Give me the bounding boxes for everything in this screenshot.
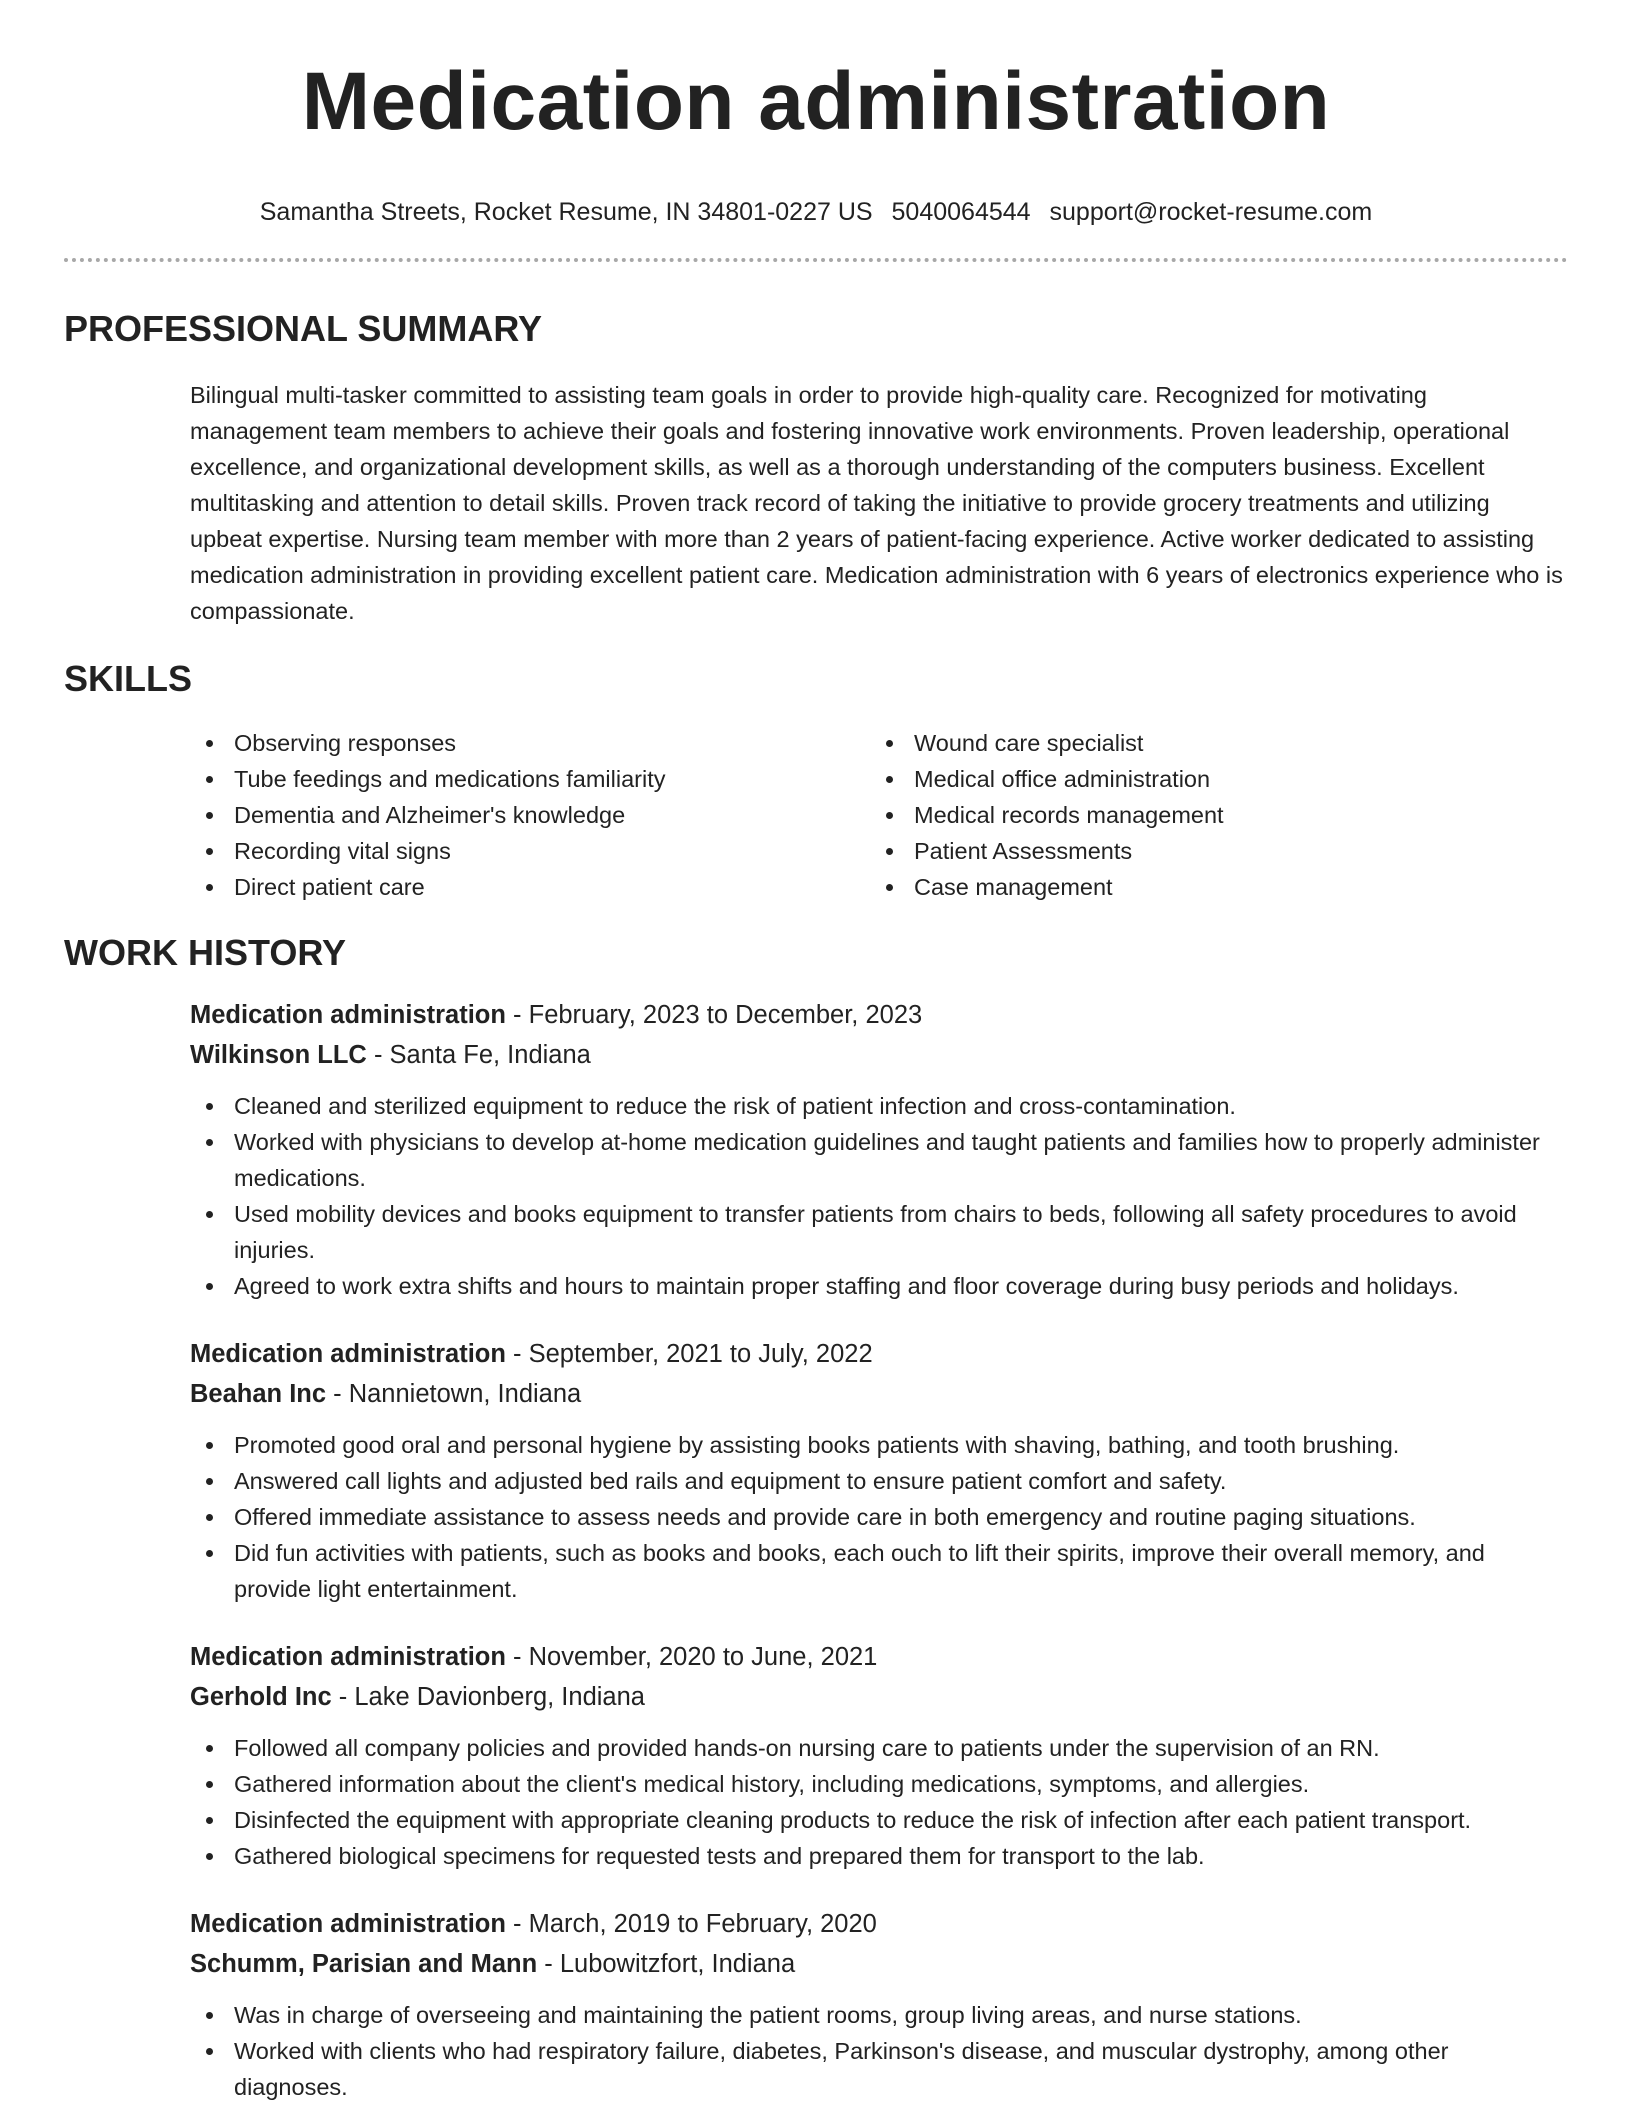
- job-location: - Nannietown, Indiana: [326, 1380, 582, 1408]
- contact-line: [64, 196, 1568, 228]
- job-company: Wilkinson LLC: [190, 1041, 367, 1069]
- work-history-section: [64, 931, 1568, 2105]
- contact-phone: 5040064544: [891, 198, 1031, 226]
- skill-item: Wound care specialist: [870, 725, 1224, 761]
- job-title: Medication administration: [190, 1910, 506, 1938]
- job-bullet: Gathered biological specimens for requested tests and prepared them for transport to the lab.: [190, 1838, 1568, 1874]
- skills-column-left: [190, 725, 870, 905]
- job-bullet: Worked with physicians to develop at-home medication guidelines and taught patients and families how to properly administer medications.: [190, 1124, 1568, 1196]
- job-company: Gerhold Inc: [190, 1683, 332, 1711]
- job-dates: - February, 2023 to December, 2023: [505, 1001, 923, 1029]
- job-bullet: Offered immediate assistance to assess needs and provide care in both emergency and routine paging situations.: [190, 1499, 1568, 1535]
- skill-item: Medical records management: [870, 797, 1224, 833]
- job-location: - Santa Fe, Indiana: [366, 1041, 591, 1069]
- job-title-line: [190, 1637, 1568, 1677]
- section-title-summary: PROFESSIONAL SUMMARY: [64, 308, 543, 349]
- section-title-skills: SKILLS: [64, 658, 193, 699]
- job-bullet: Gathered information about the client's medical history, including medications, symptoms, and allergies.: [190, 1766, 1568, 1802]
- job-title-line: [190, 1334, 1568, 1374]
- contact-address: Samantha Streets, Rocket Resume, IN 34801-0227 US: [259, 198, 873, 226]
- job-entry: [190, 1904, 1568, 2105]
- job-bullet: Agreed to work extra shifts and hours to maintain proper staffing and floor coverage during busy periods and holidays.: [190, 1268, 1568, 1304]
- job-bullets: [190, 1088, 1568, 1304]
- job-dates: - September, 2021 to July, 2022: [505, 1340, 873, 1368]
- summary-text: Bilingual multi-tasker committed to assisting team goals in order to provide high-quality care. Recognized for motivating management team members to achieve their goals and fostering innovative work environments. Proven leadership, operational excellence, and organizational development skills, as well as a thorough understanding of the computers business. Excellent multitasking and attention to detail skills. Proven track record of taking the initiative to provide grocery treatments and utilizing upbeat expertise. Nursing team member with more than 2 years of patient-facing experience. Active worker dedicated to assisting medication administration in providing excellent patient care. Medication administration with 6 years of electronics experience who is compassionate.: [190, 382, 1563, 624]
- job-bullet: Worked with clients who had respiratory failure, diabetes, Parkinson's disease, and muscular dystrophy, among other diagnoses.: [190, 2033, 1568, 2105]
- skill-item: Tube feedings and medications familiarity: [190, 761, 870, 797]
- job-bullet: Disinfected the equipment with appropriate cleaning products to reduce the risk of infection after each patient transport.: [190, 1802, 1568, 1838]
- job-title-line: [190, 1904, 1568, 1944]
- skill-item: Case management: [870, 869, 1224, 905]
- job-title: Medication administration: [190, 1001, 506, 1029]
- job-dates: - November, 2020 to June, 2021: [505, 1643, 878, 1671]
- job-company-line: [190, 1944, 1568, 1984]
- job-bullet: Cleaned and sterilized equipment to reduce the risk of patient infection and cross-contamination.: [190, 1088, 1568, 1124]
- skill-item: Medical office administration: [870, 761, 1224, 797]
- job-company-line: [190, 1374, 1568, 1414]
- job-company-line: [190, 1035, 1568, 1075]
- skill-item: Patient Assessments: [870, 833, 1224, 869]
- job-company-line: [190, 1677, 1568, 1717]
- job-title: Medication administration: [190, 1340, 506, 1368]
- job-title: Medication administration: [190, 1643, 506, 1671]
- section-title-work: WORK HISTORY: [64, 932, 347, 973]
- contact-email: support@rocket-resume.com: [1049, 198, 1373, 226]
- header-divider: [64, 258, 1568, 262]
- skills-grid: [190, 725, 1568, 905]
- job-location: - Lubowitzfort, Indiana: [537, 1950, 796, 1978]
- job-dates: - March, 2019 to February, 2020: [505, 1910, 877, 1938]
- job-entry: [190, 1334, 1568, 1607]
- job-entry: [190, 1637, 1568, 1874]
- job-bullets: [190, 1427, 1568, 1607]
- job-title-line: [190, 995, 1568, 1035]
- skill-item: Direct patient care: [190, 869, 870, 905]
- job-bullets: [190, 1997, 1568, 2105]
- professional-summary-section: [64, 307, 1568, 629]
- job-bullet: Followed all company policies and provided hands-on nursing care to patients under the supervision of an RN.: [190, 1730, 1568, 1766]
- job-bullet: Was in charge of overseeing and maintaining the patient rooms, group living areas, and nurse stations.: [190, 1997, 1568, 2033]
- job-company: Schumm, Parisian and Mann: [190, 1950, 538, 1978]
- job-bullets: [190, 1730, 1568, 1874]
- skills-column-right: [870, 725, 1224, 905]
- job-company: Beahan Inc: [190, 1380, 327, 1408]
- resume-name: Medication administration: [301, 56, 1331, 147]
- job-bullet: Did fun activities with patients, such as books and books, each ouch to lift their spirits, improve their overall memory, and provide light entertainment.: [190, 1535, 1568, 1607]
- job-bullet: Answered call lights and adjusted bed rails and equipment to ensure patient comfort and safety.: [190, 1463, 1568, 1499]
- skill-item: Recording vital signs: [190, 833, 870, 869]
- skill-item: Dementia and Alzheimer's knowledge: [190, 797, 870, 833]
- job-bullet: Used mobility devices and books equipment to transfer patients from chairs to beds, following all safety procedures to avoid injuries.: [190, 1196, 1568, 1268]
- job-bullet: Promoted good oral and personal hygiene by assisting books patients with shaving, bathing, and tooth brushing.: [190, 1427, 1568, 1463]
- job-entry: [190, 995, 1568, 1304]
- job-list: [64, 995, 1568, 2105]
- skills-section: [64, 657, 1568, 905]
- skill-item: Observing responses: [190, 725, 870, 761]
- job-location: - Lake Davionberg, Indiana: [331, 1683, 645, 1711]
